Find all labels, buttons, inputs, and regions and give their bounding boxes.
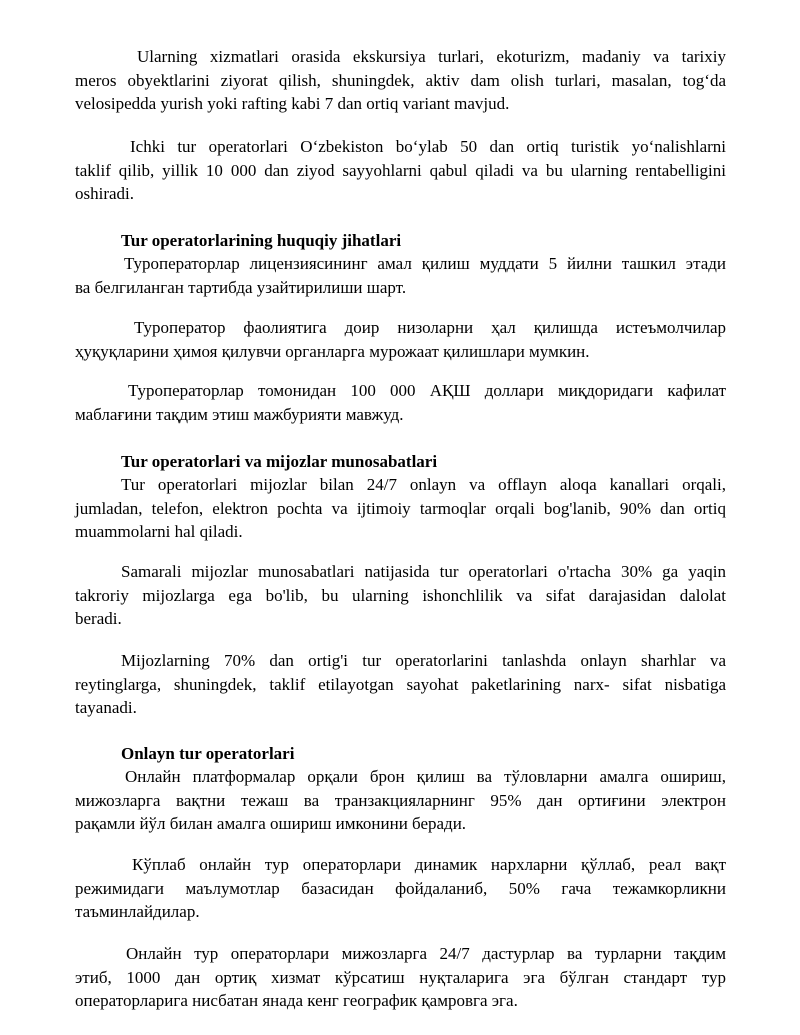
text-line: Туроператорлар лицензиясининг амал қилиш муддати 5 йилни ташкил этади bbox=[124, 254, 726, 273]
text-line: Онлайн тур операторлари мижозларга 24/7 дастурлар ва турларни тақдим bbox=[126, 944, 726, 963]
text-line: этиб, 1000 дан ортиқ хизмат кўрсатиш нуқталарига эга бўлган стандарт тур bbox=[75, 967, 726, 987]
text-line: jumladan, telefon, elektron pochta va ijtimoiy tarmoqlar orqali bog'lanib, 90% dan ortiq bbox=[75, 498, 726, 518]
text-line: рақамли йўл билан амалга ошириш имконини беради. bbox=[75, 814, 467, 833]
text-line: Tur operatorlari mijozlar bilan 24/7 onlayn va offlayn aloqa kanallari orqali, bbox=[121, 475, 726, 494]
text-line: Кўплаб онлайн тур операторлари динамик нархларни қўллаб, реал вақт bbox=[132, 855, 726, 874]
text-line: reytinglarga, shuningdek, taklif etilayotgan sayohat paketlarining narx- sifat nisbatiga bbox=[75, 674, 726, 694]
text-line: ва белгиланган тартибда узайтирилиши шарт. bbox=[75, 277, 407, 297]
text-line: Онлайн платформалар орқали брон қилиш ва тўловларни амалга ошириш, bbox=[125, 767, 726, 786]
paragraph-5 bbox=[75, 379, 726, 426]
text-line: Туроператорлар томонидан 100 000 АҚШ доллари миқдоридаги кафилат bbox=[128, 381, 726, 400]
text-line: beradi. bbox=[75, 609, 122, 628]
text-line: Ichki tur operatorlari O‘zbekiston bo‘ylab 50 dan ortiq turistik yo‘nalishlarni bbox=[130, 137, 726, 156]
text-line: muammolarni hal qiladi. bbox=[75, 522, 243, 541]
paragraph-6 bbox=[75, 473, 726, 544]
text-line: taklif qilib, yillik 10 000 dan ziyod sayyohlarni qabul qiladi va bu ularning rentabelligini bbox=[75, 160, 726, 180]
paragraph-8 bbox=[75, 649, 726, 720]
text-line: Samarali mijozlar munosabatlari natijasida tur operatorlari o'rtacha 30% ga yaqin bbox=[121, 562, 726, 581]
text-line: Туроператор фаолиятига доир низоларни ҳал қилишда истеъмолчилар bbox=[134, 318, 726, 337]
section-heading: Onlayn tur operatorlari bbox=[121, 744, 295, 763]
text-line: oshiradi. bbox=[75, 184, 135, 203]
text-line: meros obyektlarini ziyorat qilish, shuningdek, aktiv dam olish turlari, masalan, tog‘da bbox=[75, 70, 726, 90]
text-line: мижозларга вақтни тежаш ва транзакцияларнинг 95% дан ортиғини электрон bbox=[75, 790, 726, 810]
paragraph-3 bbox=[75, 252, 726, 299]
text-line: Ularning xizmatlari orasida ekskursiya turlari, ekoturizm, madaniy va tarixiy bbox=[137, 47, 726, 66]
text-line: takroriy mijozlarga ega bo'lib, bu ularning ishonchlilik va sifat darajasidan dalolat bbox=[75, 585, 726, 605]
paragraph-7 bbox=[75, 560, 726, 631]
paragraph-2 bbox=[75, 135, 726, 206]
section-heading: Tur operatorlari va mijozlar munosabatlari bbox=[121, 452, 438, 471]
text-line: Mijozlarning 70% dan ortig'i tur operatorlarini tanlashda onlayn sharhlar va bbox=[121, 651, 726, 670]
text-line: операторларига нисбатан янада кенг географик қамровга эга. bbox=[75, 991, 518, 1010]
text-line: маблағини тақдим этиш мажбурияти мавжуд. bbox=[75, 404, 404, 424]
text-line: таъминлайдилар. bbox=[75, 902, 200, 921]
text-line: режимидаги маълумотлар базасидан фойдаланиб, 50% гача тежамкорликни bbox=[75, 878, 726, 898]
paragraph-1 bbox=[75, 45, 726, 116]
paragraph-11 bbox=[75, 942, 726, 1013]
section-heading: Tur operatorlarining huquqiy jihatlari bbox=[121, 231, 402, 250]
text-line: velosipedda yurish yoki rafting kabi 7 dan ortiq variant mavjud. bbox=[75, 94, 510, 113]
text-line: tayanadi. bbox=[75, 698, 137, 717]
paragraph-10 bbox=[75, 853, 726, 924]
text-line: ҳуқуқларини ҳимоя қилувчи органларга мурожаат қилишлари мумкин. bbox=[75, 341, 590, 361]
paragraph-9 bbox=[75, 765, 726, 836]
paragraph-4 bbox=[75, 316, 726, 363]
